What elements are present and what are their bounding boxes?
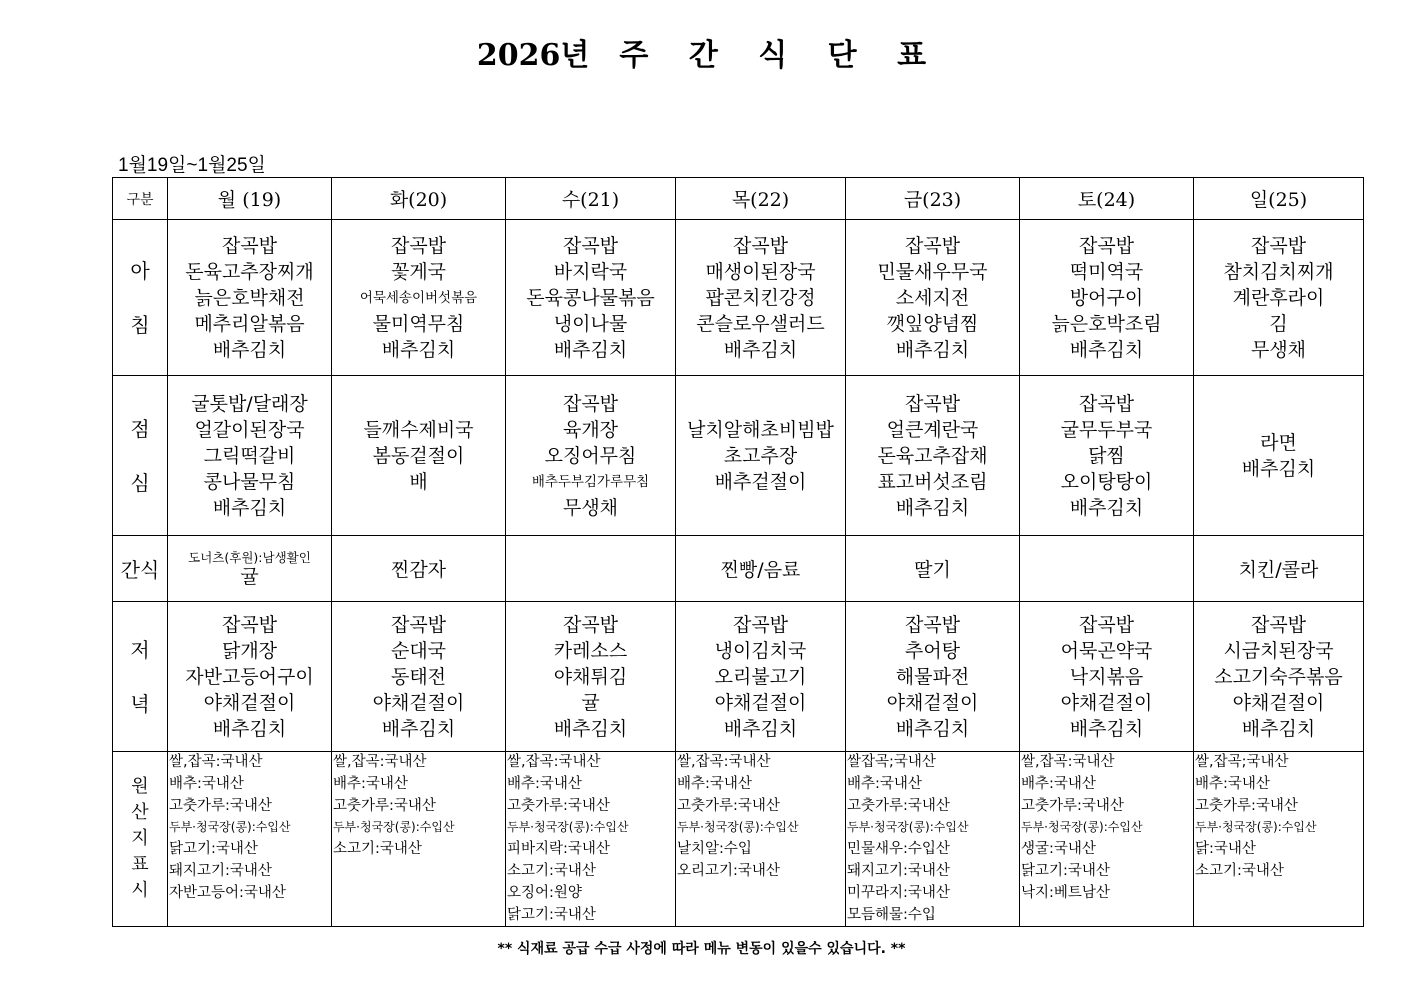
- menu-item: 소고기숙주볶음: [1214, 665, 1343, 688]
- dinner-cell: [676, 602, 846, 752]
- header-day-mon: 월 (19): [168, 178, 332, 220]
- menu-item: 배추김치: [723, 717, 798, 740]
- origin-cell: [1020, 752, 1194, 927]
- menu-item: 고춧가루:국내산: [1195, 797, 1298, 814]
- header-day-sun: 일(25): [1194, 178, 1364, 220]
- menu-item: 잡곡밥: [390, 613, 447, 636]
- menu-item: 소고기:국내산: [333, 841, 422, 858]
- menu-item: 낙지:베트남산: [1021, 884, 1110, 901]
- menu-item: 잡곡밥: [1078, 392, 1135, 415]
- dinner-cell: [506, 602, 676, 752]
- menu-item: 시금치된장국: [1223, 639, 1334, 662]
- menu-item: 배추김치: [381, 338, 456, 361]
- snack-cell: [1020, 536, 1194, 602]
- menu-item: 배추김치: [723, 338, 798, 361]
- menu-item: 고춧가루:국내산: [333, 797, 436, 814]
- snack-cell: 도너츠(후원):남생활인 귤: [168, 536, 332, 602]
- menu-item: 소세지전: [895, 286, 970, 309]
- menu-item: 잡곡밥: [1078, 613, 1135, 636]
- menu-item: 배추김치: [1069, 496, 1144, 519]
- title-year: 2026년: [476, 38, 590, 73]
- menu-item: 고춧가루:국내산: [169, 797, 272, 814]
- origin-cell: [676, 752, 846, 927]
- menu-item: 배추김치: [212, 717, 287, 740]
- menu-item: 날치알:수입: [677, 841, 752, 858]
- weekly-menu-table: [112, 177, 1364, 927]
- menu-item: 닭고기:국내산: [1021, 862, 1110, 879]
- menu-item: 오징어:원양: [507, 884, 582, 901]
- menu-item: 잡곡밥: [732, 234, 789, 257]
- menu-item: 닭고기:국내산: [169, 841, 258, 858]
- menu-item: 그릭떡갈비: [203, 444, 296, 467]
- menu-item: 오이탕탕이: [1060, 470, 1153, 493]
- menu-item: 닭:국내산: [1195, 841, 1256, 858]
- menu-item: 돈육콩나물볶음: [526, 286, 655, 309]
- snack-cell: 찐감자: [332, 536, 506, 602]
- menu-item: 두부·청국장(콩):수입산: [677, 820, 799, 835]
- menu-item: 잡곡밥: [390, 234, 447, 257]
- menu-item: 배추:국내산: [507, 775, 582, 792]
- breakfast-label: 아 침: [113, 220, 168, 376]
- menu-item: 배추김치: [212, 338, 287, 361]
- menu-item: 배추겉절이: [714, 470, 807, 493]
- menu-item: 배추두부김가루무침: [531, 473, 650, 490]
- menu-item: 자반고등어:국내산: [169, 884, 286, 901]
- menu-item: 배추:국내산: [333, 775, 408, 792]
- menu-item: 쌀,잡곡:국내산: [333, 754, 427, 770]
- menu-item: 쌀잡곡;국내산: [847, 754, 936, 770]
- breakfast-cell: [1194, 220, 1364, 376]
- lunch-cell: [168, 376, 332, 536]
- menu-item: 생굴:국내산: [1021, 841, 1096, 858]
- menu-item: 야채겉절이: [714, 691, 807, 714]
- menu-item: 잡곡밥: [732, 613, 789, 636]
- header-day-thu: 목(22): [676, 178, 846, 220]
- snack-cell: 찐빵/음료: [676, 536, 846, 602]
- menu-item: 잡곡밥: [904, 392, 961, 415]
- menu-item: 깻잎양념찜: [886, 312, 979, 335]
- menu-item: 꽃게국: [390, 260, 447, 283]
- menu-item: 배추:국내산: [847, 775, 922, 792]
- menu-item: 귤: [581, 691, 600, 714]
- menu-item: 늙은호박조림: [1051, 312, 1162, 335]
- menu-item: 추어탕: [904, 639, 961, 662]
- menu-item: 소고기:국내산: [507, 862, 596, 879]
- menu-item: 얼큰계란국: [886, 418, 979, 441]
- lunch-cell: [846, 376, 1020, 536]
- menu-item: 돼지고기:국내산: [847, 862, 950, 879]
- origin-label: 원 산 지 표 시: [113, 752, 168, 927]
- menu-item: 쌀,잡곡:국내산: [1021, 754, 1115, 770]
- menu-item: 잡곡밥: [562, 234, 619, 257]
- origin-cell: [1194, 752, 1364, 927]
- menu-item: 미꾸라지:국내산: [847, 884, 950, 901]
- dinner-cell: [332, 602, 506, 752]
- menu-item: 배추김치: [1069, 717, 1144, 740]
- menu-item: 팝콘치킨강정: [705, 286, 816, 309]
- title-text: 주 간 식 단 표: [619, 38, 927, 73]
- menu-item: 동태전: [390, 665, 447, 688]
- breakfast-row: [113, 220, 1364, 376]
- menu-item: 배추:국내산: [677, 775, 752, 792]
- menu-item: 라면: [1260, 431, 1297, 454]
- dinner-cell: [1020, 602, 1194, 752]
- menu-item: 배추김치: [212, 496, 287, 519]
- menu-item: 물미역무침: [372, 312, 465, 335]
- menu-item: 어묵곤약국: [1060, 639, 1153, 662]
- menu-item: 배추:국내산: [1021, 775, 1096, 792]
- menu-item: 배추:국내산: [169, 775, 244, 792]
- menu-item: 오리고기:국내산: [677, 862, 780, 879]
- menu-item: 육개장: [562, 418, 619, 441]
- menu-item: 표고버섯조림: [877, 470, 988, 493]
- menu-item: 냉이나물: [553, 312, 628, 335]
- dinner-cell: [168, 602, 332, 752]
- menu-item: 닭개장: [221, 639, 278, 662]
- menu-item: 야채겉절이: [886, 691, 979, 714]
- header-day-wed: 수(21): [506, 178, 676, 220]
- menu-item: 쌀,잡곡:국내산: [169, 754, 263, 770]
- lunch-cell: [506, 376, 676, 536]
- menu-item: 자반고등어구이: [185, 665, 314, 688]
- breakfast-cell: [1020, 220, 1194, 376]
- menu-item: 두부·청국장(콩):수입산: [1195, 820, 1317, 835]
- menu-item: 민물새우:수입산: [847, 841, 950, 858]
- menu-item: 배추김치: [895, 496, 970, 519]
- dinner-cell: [846, 602, 1020, 752]
- menu-item: 해물파전: [895, 665, 970, 688]
- snack-cell: 딸기: [846, 536, 1020, 602]
- lunch-cell: [676, 376, 846, 536]
- breakfast-cell: [332, 220, 506, 376]
- menu-item: 민물새우무국: [877, 260, 988, 283]
- menu-item: 배추김치: [1241, 457, 1316, 480]
- menu-item: 날치알해초비빔밥: [687, 418, 834, 441]
- menu-item: 방어구이: [1069, 286, 1144, 309]
- origin-row: [113, 752, 1364, 927]
- menu-item: 잡곡밥: [562, 392, 619, 415]
- header-row: [113, 178, 1364, 220]
- menu-item: 굴톳밥/달래장: [191, 392, 308, 415]
- menu-item: 두부·청국장(콩):수입산: [507, 820, 629, 835]
- origin-cell: [506, 752, 676, 927]
- menu-item: 잡곡밥: [1250, 234, 1307, 257]
- menu-item: 쌀,잡곡:국내산: [677, 754, 771, 770]
- menu-item: 잡곡밥: [904, 613, 961, 636]
- menu-item: 김: [1269, 312, 1288, 335]
- menu-item: 소고기:국내산: [1195, 862, 1284, 879]
- menu-item: 잡곡밥: [1078, 234, 1135, 257]
- menu-item: 늙은호박채전: [194, 286, 305, 309]
- menu-item: 모듬해물:수입: [847, 906, 936, 923]
- header-day-sat: 토(24): [1020, 178, 1194, 220]
- menu-item: 두부·청국장(콩):수입산: [333, 820, 455, 835]
- menu-item: 야채겉절이: [1232, 691, 1325, 714]
- menu-item: 어묵세송이버섯볶음: [359, 289, 478, 306]
- menu-item: 무생채: [562, 496, 619, 519]
- menu-item: 잡곡밥: [904, 234, 961, 257]
- menu-item: 냉이김치국: [714, 639, 807, 662]
- snack-label: 간식: [113, 536, 168, 602]
- breakfast-cell: [168, 220, 332, 376]
- menu-item: 오징어무침: [544, 444, 637, 467]
- menu-item: 고춧가루:국내산: [1021, 797, 1124, 814]
- menu-item: 두부·청국장(콩):수입산: [847, 820, 969, 835]
- menu-item: 야채튀김: [553, 665, 628, 688]
- menu-item: 배추김치: [895, 717, 970, 740]
- origin-cell: [846, 752, 1020, 927]
- menu-item: 쌀,잡곡;국내산: [1195, 754, 1289, 770]
- menu-item: 야채겉절이: [1060, 691, 1153, 714]
- lunch-cell: [332, 376, 506, 536]
- menu-item: 봄동겉절이: [372, 444, 465, 467]
- menu-item: 순대국: [390, 639, 447, 662]
- menu-item: 돈육고추잡채: [877, 444, 988, 467]
- menu-item: 들깨수제비국: [363, 418, 474, 441]
- menu-item: 쌀,잡곡:국내산: [507, 754, 601, 770]
- dinner-row: [113, 602, 1364, 752]
- menu-item: 두부·청국장(콩):수입산: [1021, 820, 1143, 835]
- menu-item: 떡미역국: [1069, 260, 1144, 283]
- menu-item: 고춧가루:국내산: [847, 797, 950, 814]
- menu-item: 배추김치: [1241, 717, 1316, 740]
- menu-item: 콩나물무침: [203, 470, 296, 493]
- menu-item: 참치김치찌개: [1223, 260, 1334, 283]
- menu-item: 계란후라이: [1232, 286, 1325, 309]
- dinner-label: 저 녁: [113, 602, 168, 752]
- menu-item: 잡곡밥: [221, 613, 278, 636]
- menu-item: 배추김치: [1069, 338, 1144, 361]
- menu-item: 카레소스: [553, 639, 628, 662]
- menu-item: 매생이된장국: [705, 260, 816, 283]
- footer-note: ** 식재료 공급 수급 사정에 따라 메뉴 변동이 있을수 있습니다. **: [497, 941, 906, 957]
- snack-cell: [506, 536, 676, 602]
- breakfast-cell: [846, 220, 1020, 376]
- menu-item: 바지락국: [553, 260, 628, 283]
- menu-item: 초고추장: [723, 444, 798, 467]
- lunch-label: 점 심: [113, 376, 168, 536]
- menu-period: 1월19일~1월25일: [118, 155, 266, 176]
- menu-item: 배추김치: [381, 717, 456, 740]
- menu-item: 오리불고기: [714, 665, 807, 688]
- breakfast-cell: [506, 220, 676, 376]
- page-title: [0, 30, 1403, 74]
- menu-item: 배추:국내산: [1195, 775, 1270, 792]
- snack-row: [113, 536, 1364, 602]
- origin-cell: [168, 752, 332, 927]
- menu-item: 굴무두부국: [1060, 418, 1153, 441]
- lunch-cell: [1194, 376, 1364, 536]
- menu-item: 잡곡밥: [221, 234, 278, 257]
- menu-item: 닭찜: [1088, 444, 1125, 467]
- menu-item: 야채겉절이: [372, 691, 465, 714]
- lunch-cell: [1020, 376, 1194, 536]
- menu-item: 메추리알볶음: [194, 312, 305, 335]
- menu-item: 피바지락:국내산: [507, 841, 610, 858]
- menu-item: 고춧가루:국내산: [677, 797, 780, 814]
- menu-item: 얼갈이된장국: [194, 418, 305, 441]
- menu-item: 잡곡밥: [1250, 613, 1307, 636]
- menu-item: 야채겉절이: [203, 691, 296, 714]
- header-day-fri: 금(23): [846, 178, 1020, 220]
- menu-item: 잡곡밥: [562, 613, 619, 636]
- menu-item: 배추김치: [553, 338, 628, 361]
- breakfast-cell: [676, 220, 846, 376]
- menu-item: 낙지볶음: [1069, 665, 1144, 688]
- menu-item: 돼지고기:국내산: [169, 862, 272, 879]
- header-day-tue: 화(20): [332, 178, 506, 220]
- menu-item: 닭고기:국내산: [507, 906, 596, 923]
- header-gubun: 구분: [113, 178, 168, 220]
- menu-item: 배추김치: [553, 717, 628, 740]
- menu-item: 콘슬로우샐러드: [696, 312, 825, 335]
- menu-item: 무생채: [1250, 338, 1307, 361]
- snack-cell: 치킨/콜라: [1194, 536, 1364, 602]
- dinner-cell: [1194, 602, 1364, 752]
- menu-item: 고춧가루:국내산: [507, 797, 610, 814]
- menu-item: 배: [409, 470, 428, 493]
- lunch-row: [113, 376, 1364, 536]
- menu-item: 배추김치: [895, 338, 970, 361]
- menu-item: 두부·청국장(콩):수입산: [169, 820, 291, 835]
- menu-item: 돈육고추장찌개: [185, 260, 314, 283]
- origin-cell: [332, 752, 506, 927]
